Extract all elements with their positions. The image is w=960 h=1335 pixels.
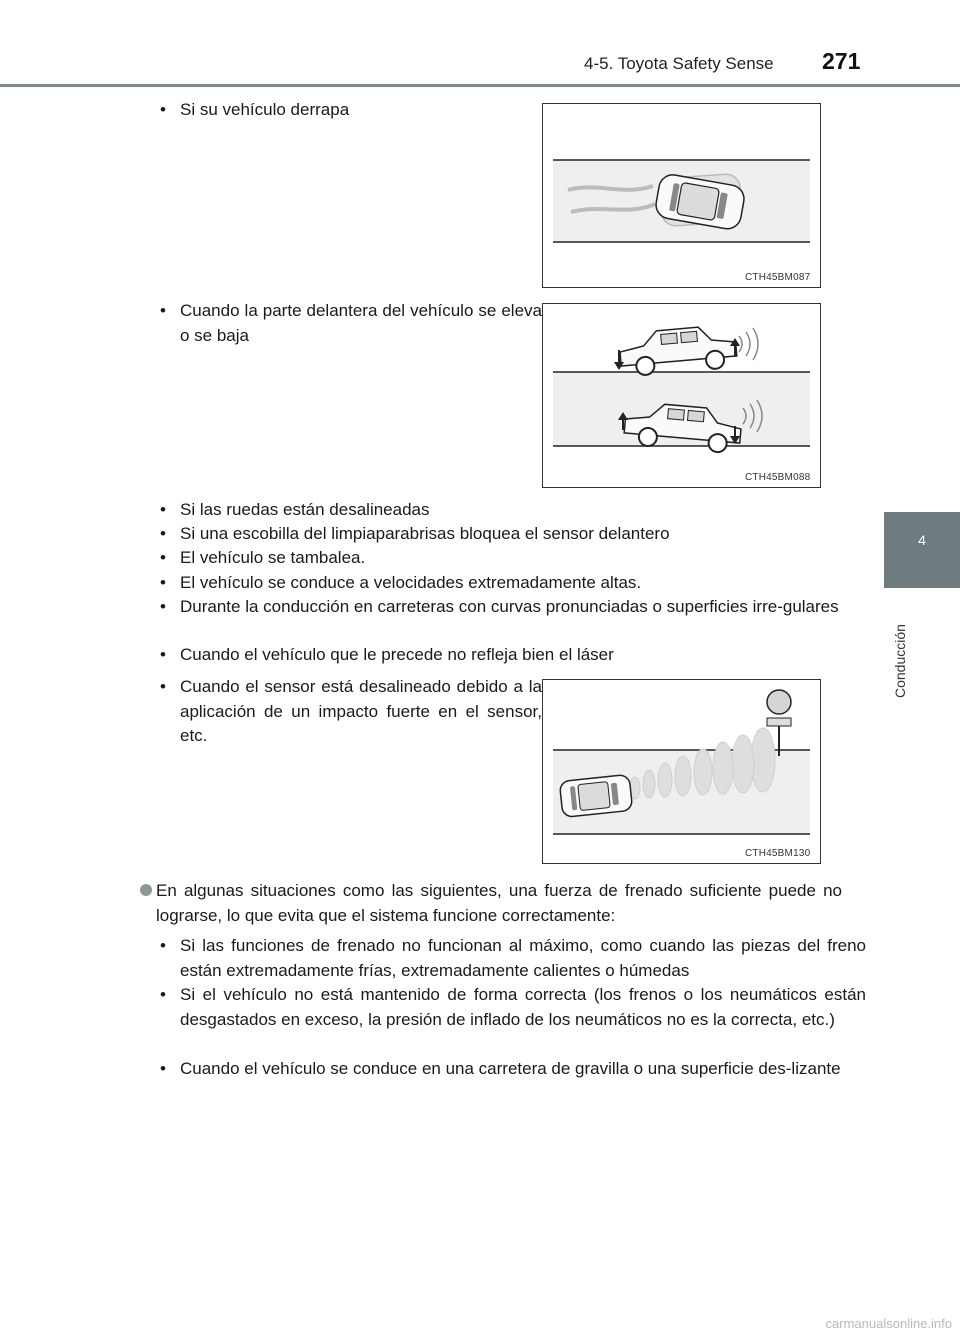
figure-sensor [542,679,821,864]
chapter-label [882,600,922,700]
bullet-skid: • Si su vehículo derrapa [156,98,540,123]
sensor-illustration [543,680,820,863]
chapter-tab [884,512,960,588]
section-bullet-icon [140,884,152,896]
page-number: 271 [822,48,861,74]
bullet-brakes-temp: • Si las funciones de frenado no funcionan al máximo, como cuando las piezas del freno están extremadamente frías, extremadamente calientes o húmedas [156,934,866,983]
footer-watermark: carmanualsonline.info [825,1316,952,1331]
bullet-laser: • Cuando el vehículo que le precede no refleja bien el láser [156,643,866,668]
pitch-illustration [543,304,820,487]
chapter-number: 4 [918,532,926,548]
bullet-wiper: • Si una escobilla del limpiaparabrisas bloquea el sensor delantero [156,522,866,547]
section-title: 4-5. Toyota Safety Sense [584,54,774,73]
header-rule [0,84,960,87]
braking-paragraph: En algunas situaciones como las siguientes, una fuerza de frenado suficiente puede no lograrse, lo que evita que el sistema funcione correctamente: [156,881,842,925]
bullet-front-raise: • Cuando la parte delantera del vehículo se eleva o se baja [156,299,542,348]
bullet-curves: • Durante la conducción en carreteras con curvas pronunciadas o superficies irre-gulares [156,595,866,620]
skid-illustration [543,104,820,287]
chapter-title: Conducción [892,624,908,698]
figure-code: CTH45BM088 [745,472,811,483]
figure-skid [542,103,821,288]
bullet-maintenance: • Si el vehículo no está mantenido de forma correcta (los frenos o los neumáticos están desgastados en exceso, la presión de inflado de los neumáticos no es la correcta, etc.) [156,983,866,1032]
figure-pitch [542,303,821,488]
bullet-wheels: • Si las ruedas están desalineadas [156,498,866,523]
figure-code: CTH45BM087 [745,272,811,283]
bullet-sway: • El vehículo se tambalea. [156,546,866,571]
bullet-gravel: • Cuando el vehículo se conduce en una carretera de gravilla o una superficie des-lizante [156,1057,866,1082]
figure-code: CTH45BM130 [745,848,811,859]
bullet-sensor-misaligned: • Cuando el sensor está desalineado debido a la aplicación de un impacto fuerte en el sensor, etc. [156,675,542,749]
bullet-speed: • El vehículo se conduce a velocidades extremadamente altas. [156,571,866,596]
